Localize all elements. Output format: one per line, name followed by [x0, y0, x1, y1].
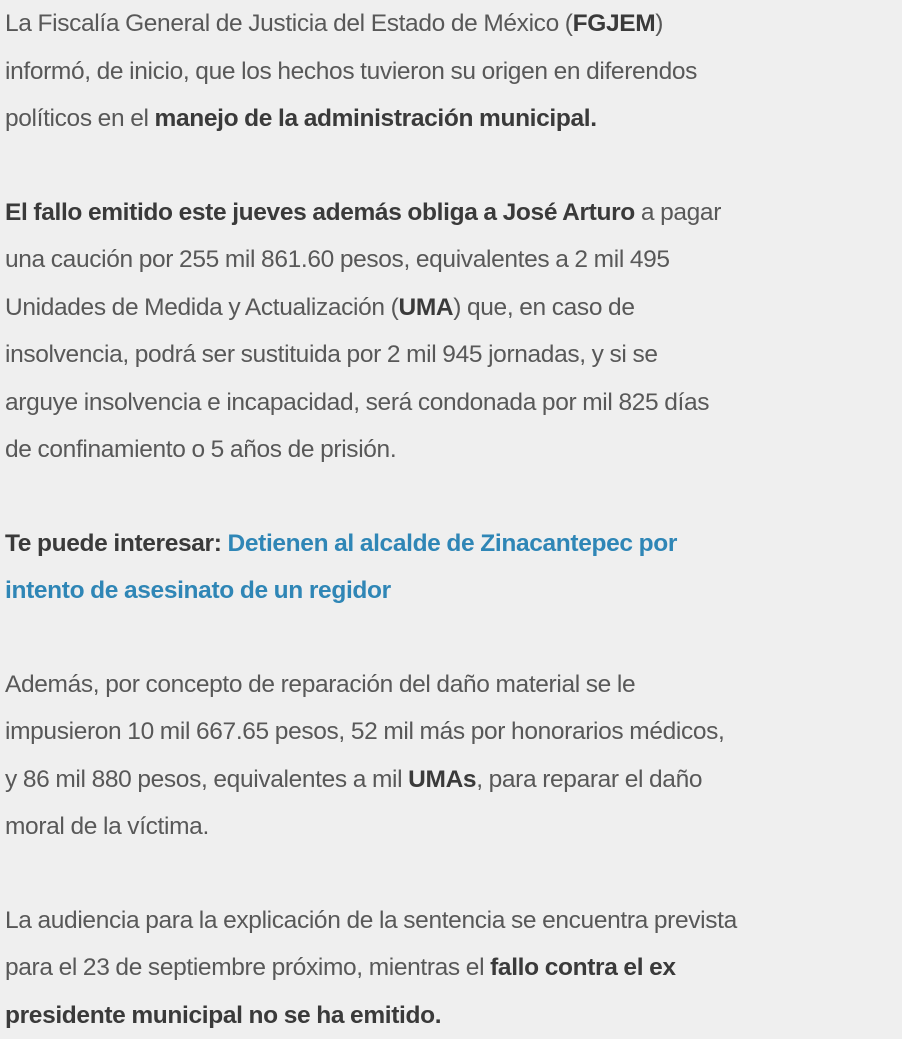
text: políticos en el	[5, 105, 155, 132]
paragraph-fgjem	[5, 0, 900, 143]
related-label: Te puede interesar:	[5, 530, 228, 557]
bold-text: El fallo emitido este jueves además obliga a José Arturo	[5, 199, 635, 226]
text-line	[5, 284, 900, 332]
text-line: Además, por concepto de reparación del daño material se le	[5, 661, 900, 709]
text: )	[655, 10, 663, 37]
text-line: de confinamiento o 5 años de prisión.	[5, 426, 900, 474]
text-line	[5, 567, 900, 615]
bold-text: presidente municipal no se ha emitido.	[5, 1002, 441, 1029]
related-article	[5, 520, 900, 615]
text: La Fiscalía General de Justicia del Estado de México (	[5, 10, 573, 37]
text-line	[5, 992, 900, 1039]
text-line: insolvencia, podrá ser sustituida por 2 mil 945 jornadas, y si se	[5, 331, 900, 379]
article-body	[5, 0, 900, 1039]
text: y 86 mil 880 pesos, equivalentes a mil	[5, 766, 408, 793]
paragraph-audiencia	[5, 897, 900, 1039]
paragraph-reparacion	[5, 661, 900, 851]
related-link-line-2[interactable]: intento de asesinato de un regidor	[5, 577, 391, 604]
text-line: una caución por 255 mil 861.60 pesos, equivalentes a 2 mil 495	[5, 236, 900, 284]
bold-text: fallo contra el ex	[490, 954, 676, 981]
text: Unidades de Medida y Actualización (	[5, 294, 398, 321]
text: ) que, en caso de	[453, 294, 634, 321]
text-line	[5, 0, 900, 48]
text-line	[5, 756, 900, 804]
text-line: arguye insolvencia e incapacidad, será condonada por mil 825 días	[5, 379, 900, 427]
bold-text: FGJEM	[573, 10, 656, 37]
text: a pagar	[635, 199, 721, 226]
bold-text: manejo de la administración municipal.	[155, 105, 597, 132]
text-line	[5, 944, 900, 992]
text: para el 23 de septiembre próximo, mientras el	[5, 954, 490, 981]
text-line: impusieron 10 mil 667.65 pesos, 52 mil más por honorarios médicos,	[5, 708, 900, 756]
text-line	[5, 95, 900, 143]
text: , para reparar el daño	[476, 766, 702, 793]
bold-text: UMAs	[408, 766, 476, 793]
text-line: La audiencia para la explicación de la sentencia se encuentra prevista	[5, 897, 900, 945]
text-line: moral de la víctima.	[5, 803, 900, 851]
text-line	[5, 520, 900, 568]
related-link-line-1[interactable]: Detienen al alcalde de Zinacantepec por	[228, 530, 678, 557]
bold-text: UMA	[398, 294, 453, 321]
text-line: informó, de inicio, que los hechos tuvieron su origen en diferendos	[5, 48, 900, 96]
paragraph-fallo	[5, 189, 900, 474]
text-line	[5, 189, 900, 237]
